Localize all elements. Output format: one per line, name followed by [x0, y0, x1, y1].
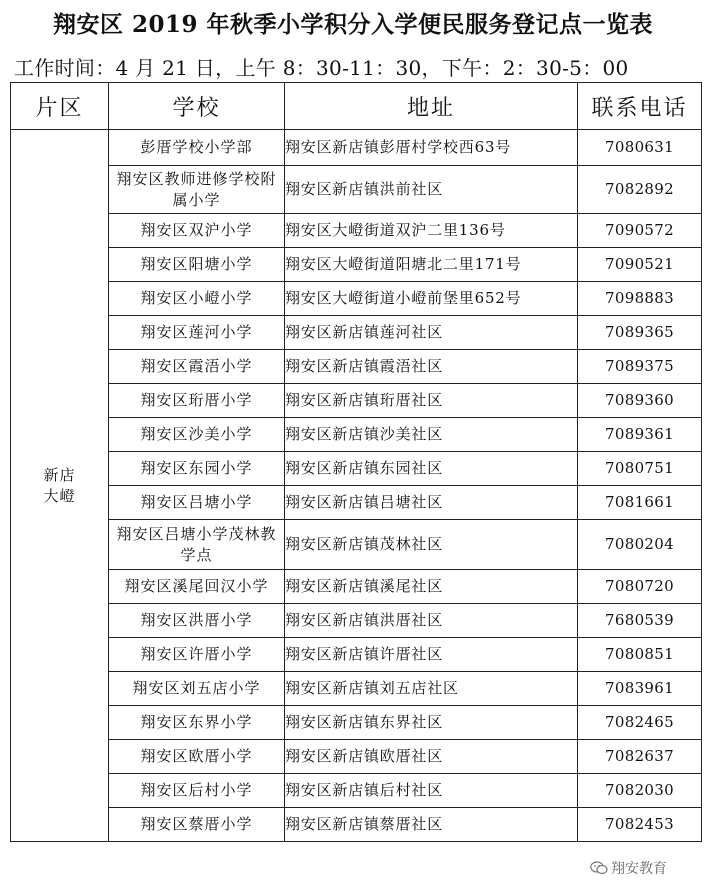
school-cell: 翔安区珩厝小学	[109, 384, 285, 418]
phone-cell: 7089360	[578, 384, 702, 418]
phone-cell: 7089375	[578, 350, 702, 384]
table-row	[11, 350, 702, 384]
school-cell: 翔安区东园小学	[109, 452, 285, 486]
school-cell: 翔安区吕塘小学	[109, 486, 285, 520]
table-row	[11, 672, 702, 706]
school-cell: 翔安区许厝小学	[109, 638, 285, 672]
page-title: 翔安区 2019 年秋季小学积分入学便民服务登记点一览表	[52, 11, 654, 38]
table-header-row	[11, 83, 702, 130]
phone-cell: 7080751	[578, 452, 702, 486]
address-cell: 翔安区新店镇洪前社区	[285, 166, 578, 214]
address-cell: 翔安区新店镇吕塘社区	[285, 486, 578, 520]
work-hours: 工作时间：4 月 21 日，上午 8：30-11：30，下午：2：30-5：00	[14, 56, 629, 80]
school-cell: 翔安区蔡厝小学	[109, 808, 285, 842]
address-cell: 翔安区新店镇珩厝社区	[285, 384, 578, 418]
table-row	[11, 774, 702, 808]
address-cell: 翔安区新店镇许厝社区	[285, 638, 578, 672]
address-cell: 翔安区新店镇东园社区	[285, 452, 578, 486]
address-cell: 翔安区新店镇彭厝村学校西63号	[285, 130, 578, 166]
school-cell: 翔安区教师进修学校附属小学	[109, 166, 285, 214]
phone-cell: 7680539	[578, 604, 702, 638]
table-row	[11, 638, 702, 672]
column-header-address: 地址	[285, 83, 578, 130]
district-line-1: 新店	[43, 465, 76, 484]
table-row	[11, 130, 702, 166]
school-cell: 翔安区刘五店小学	[109, 672, 285, 706]
phone-cell: 7090521	[578, 248, 702, 282]
table-row	[11, 418, 702, 452]
school-cell: 翔安区阳塘小学	[109, 248, 285, 282]
school-cell: 翔安区小嶝小学	[109, 282, 285, 316]
table-row	[11, 214, 702, 248]
table-row	[11, 706, 702, 740]
school-cell: 彭厝学校小学部	[109, 130, 285, 166]
school-cell: 翔安区吕塘小学茂林教学点	[109, 520, 285, 570]
address-cell: 翔安区新店镇溪尾社区	[285, 570, 578, 604]
table-row	[11, 452, 702, 486]
address-cell: 翔安区新店镇茂林社区	[285, 520, 578, 570]
table-row	[11, 248, 702, 282]
registration-table	[10, 82, 702, 842]
table-row	[11, 570, 702, 604]
address-cell: 翔安区大嶝街道阳塘北二里171号	[285, 248, 578, 282]
district-line-2: 大嶝	[43, 486, 76, 505]
table-row	[11, 520, 702, 570]
school-cell: 翔安区洪厝小学	[109, 604, 285, 638]
school-cell: 翔安区后村小学	[109, 774, 285, 808]
column-header-school: 学校	[109, 83, 285, 130]
address-cell: 翔安区新店镇莲河社区	[285, 316, 578, 350]
phone-cell: 7083961	[578, 672, 702, 706]
wechat-icon	[590, 861, 608, 875]
address-cell: 翔安区新店镇后村社区	[285, 774, 578, 808]
table-row	[11, 384, 702, 418]
address-cell: 翔安区新店镇蔡厝社区	[285, 808, 578, 842]
phone-cell: 7082892	[578, 166, 702, 214]
school-cell: 翔安区沙美小学	[109, 418, 285, 452]
school-cell: 翔安区霞浯小学	[109, 350, 285, 384]
table-row	[11, 166, 702, 214]
phone-cell: 7080631	[578, 130, 702, 166]
phone-cell: 7090572	[578, 214, 702, 248]
address-cell: 翔安区新店镇沙美社区	[285, 418, 578, 452]
phone-cell: 7080851	[578, 638, 702, 672]
phone-cell: 7082030	[578, 774, 702, 808]
table-row	[11, 808, 702, 842]
address-cell: 翔安区新店镇洪厝社区	[285, 604, 578, 638]
column-header-district: 片区	[11, 83, 109, 130]
watermark	[590, 858, 667, 878]
table-row	[11, 282, 702, 316]
address-cell: 翔安区大嶝街道小嶝前堡里652号	[285, 282, 578, 316]
watermark-text: 翔安教育	[611, 861, 667, 877]
table-row	[11, 316, 702, 350]
school-cell: 翔安区溪尾回汉小学	[109, 570, 285, 604]
phone-cell: 7082465	[578, 706, 702, 740]
column-header-phone: 联系电话	[578, 83, 702, 130]
school-cell: 翔安区双沪小学	[109, 214, 285, 248]
address-cell: 翔安区新店镇东界社区	[285, 706, 578, 740]
school-cell: 翔安区东界小学	[109, 706, 285, 740]
school-cell: 翔安区莲河小学	[109, 316, 285, 350]
address-cell: 翔安区大嶝街道双沪二里136号	[285, 214, 578, 248]
phone-cell: 7080720	[578, 570, 702, 604]
table-row	[11, 604, 702, 638]
phone-cell: 7082453	[578, 808, 702, 842]
phone-cell: 7082637	[578, 740, 702, 774]
phone-cell: 7089365	[578, 316, 702, 350]
phone-cell: 7081661	[578, 486, 702, 520]
phone-cell: 7089361	[578, 418, 702, 452]
district-cell	[11, 130, 109, 842]
table-row	[11, 486, 702, 520]
table-row	[11, 740, 702, 774]
phone-cell: 7080204	[578, 520, 702, 570]
address-cell: 翔安区新店镇欧厝社区	[285, 740, 578, 774]
phone-cell: 7098883	[578, 282, 702, 316]
address-cell: 翔安区新店镇刘五店社区	[285, 672, 578, 706]
address-cell: 翔安区新店镇霞浯社区	[285, 350, 578, 384]
school-cell: 翔安区欧厝小学	[109, 740, 285, 774]
